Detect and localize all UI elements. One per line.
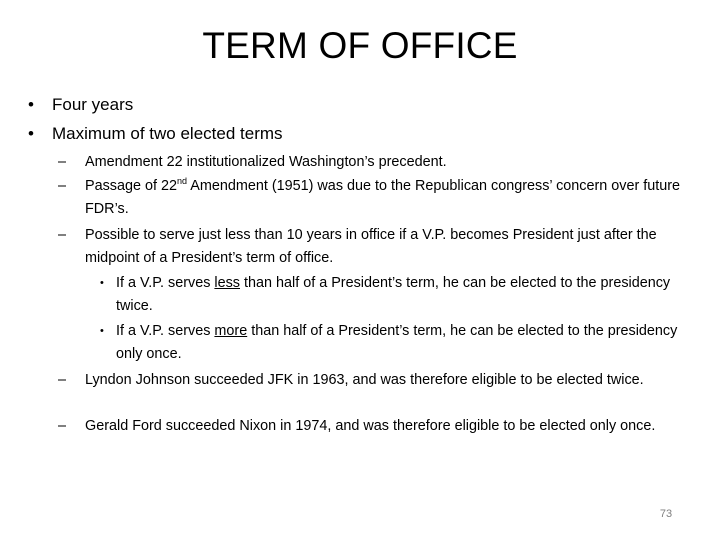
bullet-text: Maximum of two elected terms [52,124,283,143]
dash-marker: – [58,154,67,170]
sub-text: Possible to serve just less than 10 years in office if a V.P. becomes President just after the midpoint of a President’s term of office. [85,227,657,266]
small-bullet-marker: • [100,325,104,337]
sub-sub-text-part: If a V.P. serves [116,275,215,291]
sub-text-part: Passage of 22 [85,178,178,194]
sub-item [58,369,697,392]
dash-marker: – [58,372,67,388]
slide-title: TERM OF OFFICE [202,25,518,66]
bullet-marker: • [28,124,34,143]
underlined-word: less [214,275,240,291]
sub-sub-text-part: than half of a President’s term, he can be elected to the presidency only once. [116,323,678,362]
sub-sub-text-part: If a V.P. serves [116,323,215,339]
sub-item [58,224,697,270]
sub-text: Amendment 22 institutionalized Washington’s precedent. [85,154,447,170]
underlined-word: more [214,323,248,339]
dash-marker: – [58,178,67,194]
ordinal-suffix: nd [177,176,188,186]
bullet-item [28,123,283,145]
sub-item [58,151,697,174]
sub-item [58,175,697,221]
bullet-marker: • [28,95,34,114]
sub-sub-item [100,320,698,366]
bullet-item [28,94,134,116]
sub-item [58,415,697,438]
sub-text-part: Amendment (1951) was due to the Republican congress’ concern over future FDR’s. [85,178,681,217]
page-number: 73 [659,508,673,520]
bullet-text: Four years [52,95,134,114]
small-bullet-marker: • [100,277,104,289]
sub-text: Gerald Ford succeeded Nixon in 1974, and was therefore eligible to be elected only once. [85,418,656,434]
sub-sub-text-part: than half of a President’s term, he can be elected to the presidency twice. [116,275,671,314]
dash-marker: – [58,418,67,434]
dash-marker: – [58,227,67,243]
sub-text: Lyndon Johnson succeeded JFK in 1963, and was therefore eligible to be elected twice. [85,372,644,388]
sub-sub-item [100,272,698,318]
